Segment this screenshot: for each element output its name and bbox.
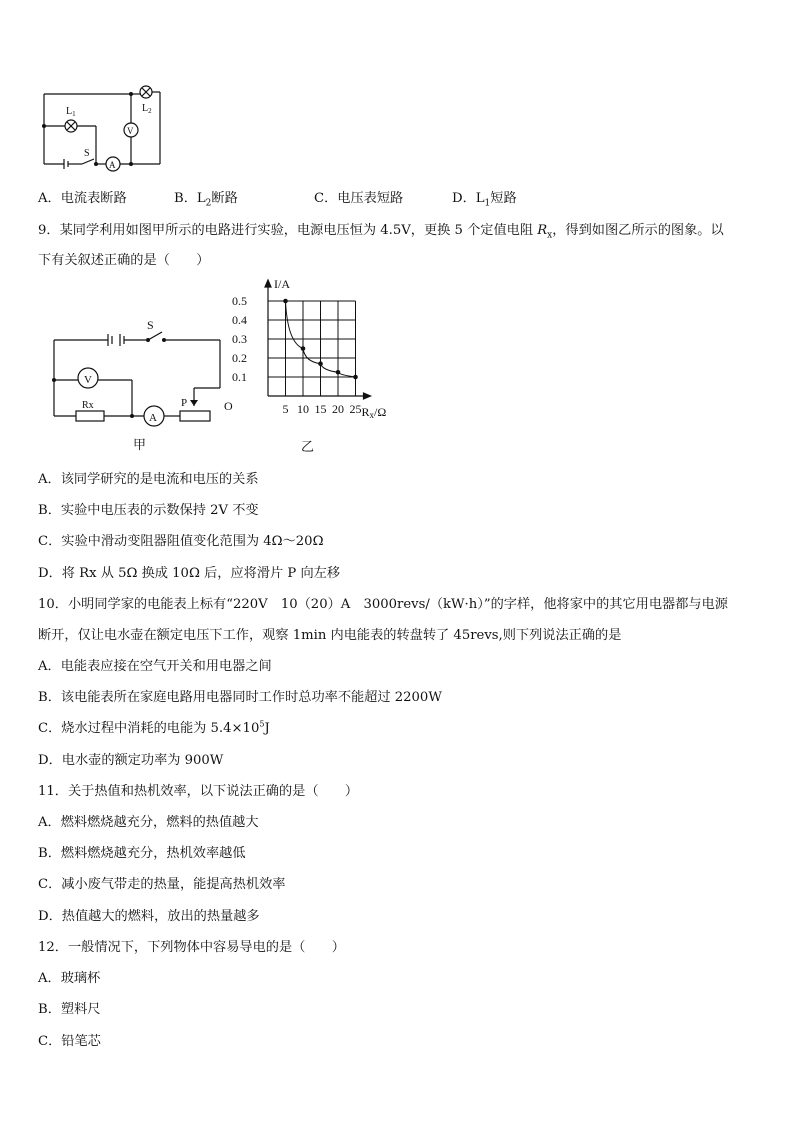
x-tick-label: 5 — [282, 402, 289, 416]
q8-option-c[interactable]: C．电压表短路 — [314, 191, 404, 206]
q12-option-c[interactable]: C．铅笔芯 — [38, 1034, 101, 1049]
l1-label: $L_1$ — [66, 106, 76, 118]
x-axis-arrow — [364, 393, 371, 399]
y-tick-label: 0.3 — [232, 332, 247, 346]
x-tick-label: 25 — [349, 402, 362, 416]
q11-option-a[interactable]: A．燃料燃烧越充分，燃料的热值越大 — [38, 815, 259, 830]
x-axis-label: Rx/Ω — [361, 405, 387, 420]
q11-option-c[interactable]: C．减小废气带走的热量，能提高热机效率 — [38, 877, 286, 892]
figure-b-caption: 乙 — [301, 440, 315, 455]
q11-stem: 11．关于热值和热机效率，以下说法正确的是（ ） — [38, 784, 359, 799]
q10-option-d[interactable]: D．电水壶的额定功率为 900W — [38, 753, 224, 768]
q10-option-b[interactable]: B．该电能表所在家庭电路用电器同时工作时总功率不能超过 2200W — [38, 690, 442, 705]
q9-switch-label: S — [147, 318, 154, 332]
q8-option-a[interactable]: A．电流表断路 — [38, 191, 127, 206]
q10-option-a[interactable]: A．电能表应接在空气开关和用电器之间 — [38, 659, 272, 674]
data-point — [353, 375, 358, 380]
q8-option-b[interactable]: B．$L_2$断路 — [174, 191, 238, 209]
q12-stem: 12．一般情况下，下列物体中容易导电的是（ ） — [38, 940, 345, 955]
y-axis-arrow — [265, 280, 271, 287]
q9-voltmeter-label: V — [84, 374, 92, 386]
y-tick-label: 0.4 — [232, 313, 247, 327]
figure-a-caption: 甲 — [133, 438, 147, 453]
data-point — [336, 370, 341, 375]
q9-graph — [224, 276, 398, 441]
origin-label: O — [224, 399, 233, 413]
rx-resistor — [76, 411, 104, 421]
x-tick-label: 10 — [297, 402, 309, 416]
ammeter-label: A — [109, 160, 116, 170]
x-tick-label: 20 — [332, 402, 344, 416]
y-tick-label: 0.1 — [232, 370, 247, 384]
q9-option-d[interactable]: D．将 Rx 从 5Ω 换成 10Ω 后，应将滑片 P 向左移 — [38, 566, 341, 581]
q8-circuit-diagram — [38, 80, 168, 172]
rx-label: Rx — [82, 400, 94, 411]
q10-option-c[interactable]: C．烧水过程中消耗的电能为 $5.4\times 10^5J$ — [38, 719, 270, 736]
q9-ammeter-label: A — [149, 412, 157, 424]
q8-option-d[interactable]: D．$L_1$短路 — [452, 191, 517, 209]
q10-stem-line2: 断开，仅让电水壶在额定电压下工作，观察 1min 内电能表的转盘转了 45revs,则下列说法正确的是 — [38, 628, 622, 643]
q11-option-d[interactable]: D．热值越大的燃料，放出的热量越多 — [38, 909, 260, 924]
voltmeter-label: V — [127, 126, 134, 136]
rheostat — [180, 411, 210, 421]
data-point — [301, 346, 306, 351]
data-point — [318, 361, 323, 366]
q10-stem-line1: 10．小明同学家的电能表上标有“220V 10（20）A 3000revs/（kW·h）”的字样，他将家中的其它用电器都与电源 — [38, 597, 728, 612]
q12-option-a[interactable]: A．玻璃杯 — [38, 971, 101, 986]
q9-stem-line2: 下有关叙述正确的是（ ） — [38, 253, 210, 268]
q9-option-c[interactable]: C．实验中滑动变阻器阻值变化范围为 4Ω～20Ω — [38, 534, 324, 549]
p-label: P — [181, 397, 188, 409]
q11-option-b[interactable]: B．燃料燃烧越充分，热机效率越低 — [38, 846, 246, 861]
q9-option-b[interactable]: B．实验中电压表的示数保持 2V 不变 — [38, 503, 259, 518]
q9-option-a[interactable]: A．该同学研究的是电流和电压的关系 — [38, 472, 259, 487]
data-point — [283, 299, 288, 304]
q12-option-b[interactable]: B．塑料尺 — [38, 1002, 101, 1017]
y-axis-label: I/A — [274, 277, 290, 291]
switch-label: S — [84, 148, 90, 159]
q9-stem-line1: 9．某同学利用如图甲所示的电路进行实验，电源电压恒为 4.5V，更换 5 个定值电阻 $R_x$，得到如图乙所示的图象。以 — [38, 223, 724, 241]
y-tick-label: 0.2 — [232, 351, 247, 365]
x-tick-label: 15 — [314, 402, 327, 416]
l2-label: $L_2$ — [142, 103, 152, 115]
q9-circuit-diagram — [48, 316, 228, 426]
y-tick-label: 0.5 — [232, 294, 247, 308]
